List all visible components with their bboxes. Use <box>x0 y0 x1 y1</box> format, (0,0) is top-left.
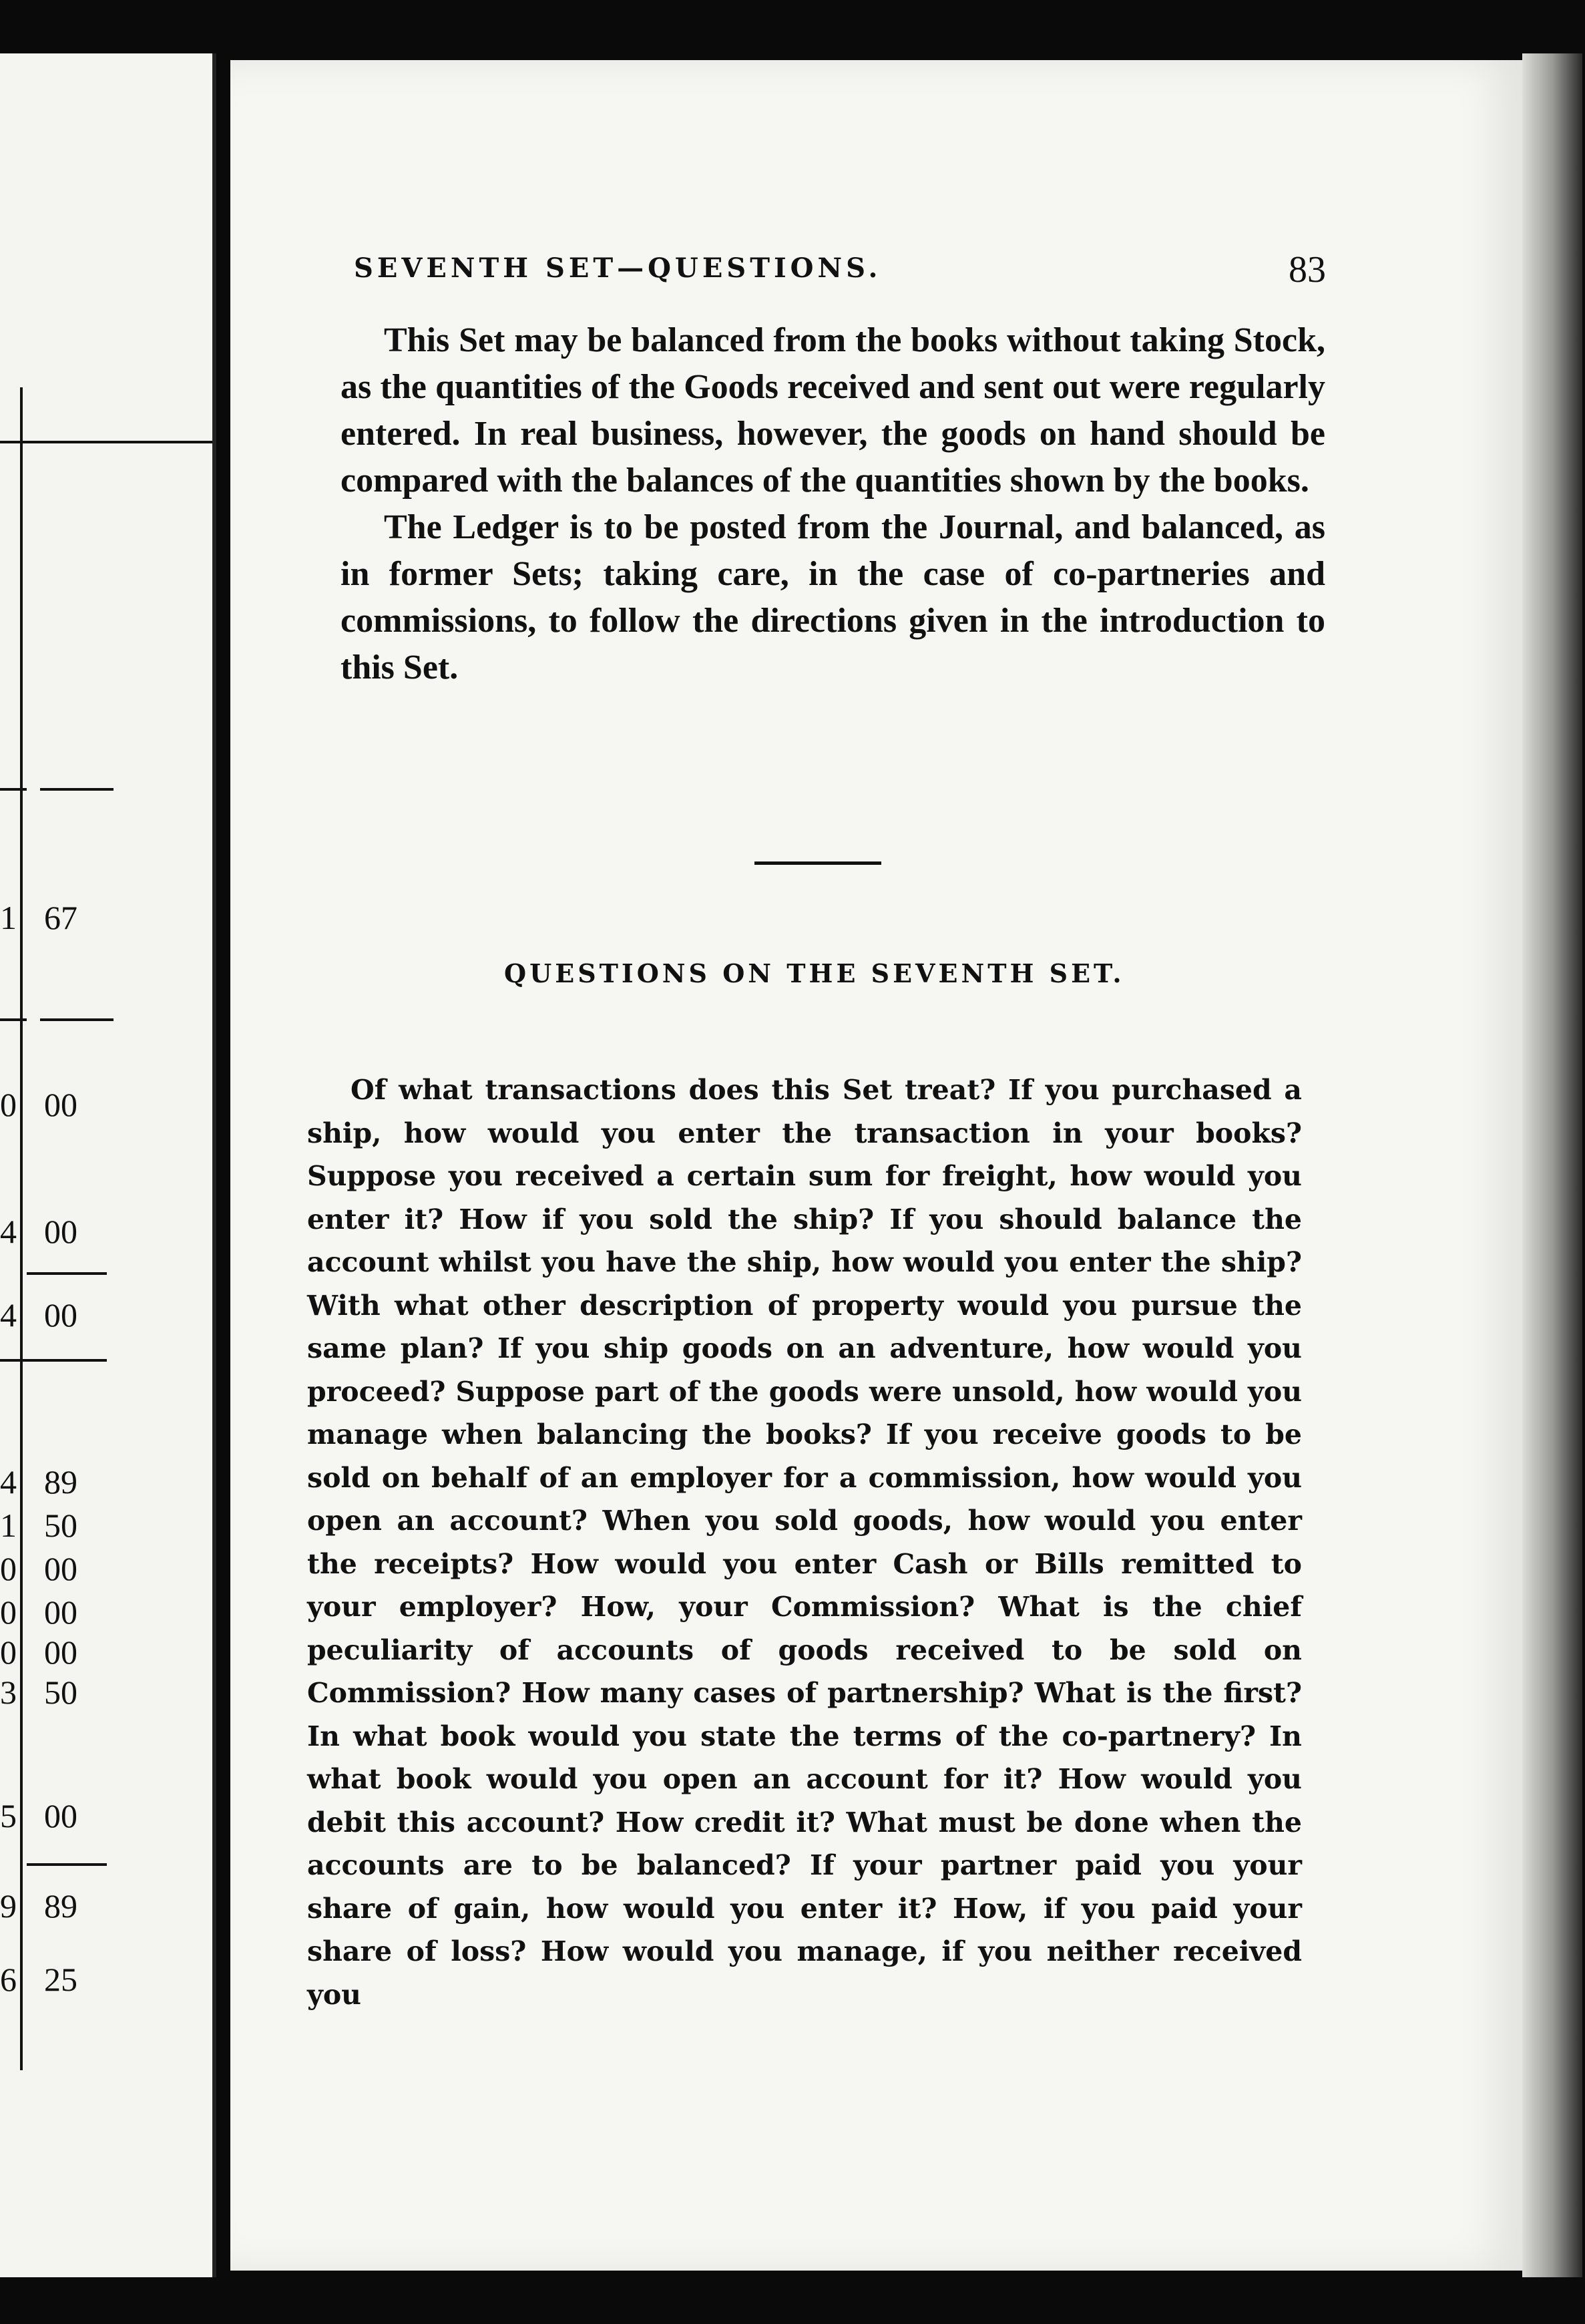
ledger-stub: 4 <box>0 1463 17 1501</box>
page-edge-shadow <box>1522 53 1582 2277</box>
page-number: 83 <box>1289 249 1326 290</box>
intro-paragraph: The Ledger is to be posted from the Journal, and balanced, as in former Sets; taking care, in the case of co-partneries and commissions, to follow the directions given in the introduction to this Set. <box>341 508 1325 687</box>
section-divider <box>754 861 881 865</box>
running-head: SEVENTH SET—QUESTIONS. <box>354 252 882 284</box>
ledger-amount: 00 <box>44 1550 77 1587</box>
questions-text <box>307 1069 1302 2016</box>
ledger-amount: 00 <box>44 1213 77 1250</box>
ledger-amount: 00 <box>44 1797 77 1834</box>
ledger-amount: 50 <box>44 1507 77 1544</box>
ledger-stub: 4 <box>0 1296 17 1334</box>
ledger-stub: 4 <box>0 1213 17 1250</box>
ledger-amount: 67 <box>44 899 77 936</box>
ledger-amount: 00 <box>44 1296 77 1334</box>
ledger-stub: 1 <box>0 899 17 936</box>
ledger-amount: 89 <box>44 1463 77 1501</box>
intro-text <box>341 317 1325 691</box>
ledger-amount: 50 <box>44 1674 77 1711</box>
intro-paragraph: This Set may be balanced from the books without taking Stock, as the quantities of the Goods received and sent out were regularly entered. In real business, however, the goods on hand should be compared with the balances of the quantities shown by the books. <box>341 321 1325 500</box>
ledger-stub: 5 <box>0 1797 17 1834</box>
ledger-stub: 9 <box>0 1887 17 1925</box>
ledger-stub: 6 <box>0 1961 17 1998</box>
ledger-amount: 00 <box>44 1593 77 1631</box>
ledger-amount: 00 <box>44 1086 77 1123</box>
ledger-stub: 1 <box>0 1507 17 1544</box>
ledger-amount: 25 <box>44 1961 77 1998</box>
ledger-amount: 89 <box>44 1887 77 1925</box>
ledger-stub: 3 <box>0 1674 17 1711</box>
ledger-stub: 0 <box>0 1633 17 1671</box>
left-page-fragment <box>0 53 216 2277</box>
questions-paragraph: Of what transactions does this Set treat? If you purchased a ship, how would you enter the transaction in your books? Suppose you received a certain sum for freight, how would you enter it? How if you sold the ship? If you should balance the account whilst you have the ship, how would you enter the ship? With what other description of property would you pursue the same plan? If you ship goods on an adventure, how would you proceed? Suppose part of the goods were unsold, how would you manage when balancing the books? If you receive goods to be sold on behalf of an employer for a commission, how would you open an account? When you sold goods, how would you enter the receipts? How would you enter Cash or Bills remitted to your employer? How, your Commission? What is the chief peculiarity of accounts of goods received to be sold on Commission? How many cases of partnership? What is the first? In what book would you state the terms of the co-partnery? In what book would you open an account for it? How would you debit this account? How credit it? What must be done when the accounts are to be balanced? If your partner paid you your share of gain, how would you enter it? How, if you paid your share of loss? How would you manage, if you neither received you <box>307 1074 1302 2011</box>
ledger-amount: 00 <box>44 1633 77 1671</box>
ledger-amounts <box>0 53 212 2277</box>
ledger-stub: 0 <box>0 1086 17 1123</box>
ledger-stub: 0 <box>0 1593 17 1631</box>
ledger-stub: 0 <box>0 1550 17 1587</box>
section-title: QUESTIONS ON THE SEVENTH SET. <box>504 958 1125 988</box>
